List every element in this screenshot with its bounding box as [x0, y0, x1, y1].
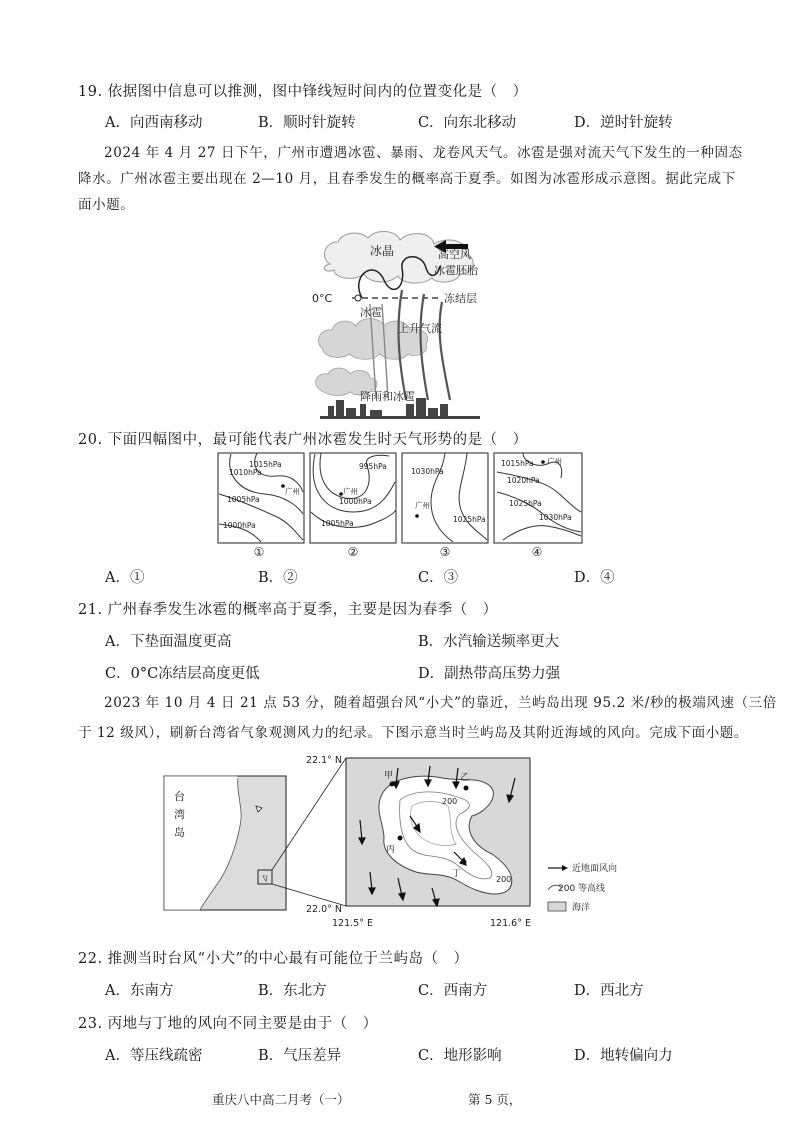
legend: [548, 862, 617, 913]
map4-number: ④: [531, 545, 543, 559]
q21-option-d: D．副热带高压势力强: [418, 666, 561, 682]
contour-label-200-south: 200: [496, 875, 512, 884]
map1-city: 广州: [285, 487, 300, 496]
passage1-line1: 2024 年 4 月 27 日下午，广州市遭遇冰雹、暴雨、龙卷风天气。冰雹是强对流天气下发生的一种固态: [104, 145, 743, 161]
label-jia: 甲: [384, 771, 394, 781]
q20-option-d: D．④: [574, 570, 615, 586]
map1-label-1000: 1000hPa: [223, 521, 256, 530]
hail-formation-figure: [310, 228, 495, 420]
q19-option-b: B．顺时针旋转: [258, 115, 356, 131]
label-ice-crystal: 冰晶: [370, 244, 395, 258]
map2-city: 广州: [343, 487, 358, 496]
taiwan-char-1: 台: [174, 790, 185, 803]
lanyu-wind-figure: [160, 754, 620, 934]
map1-label-1010: 1010hPa: [229, 468, 262, 477]
legend-wind-label: 近地面风向: [572, 864, 618, 874]
taiwan-char-2: 湾: [174, 808, 185, 821]
map3-city: 广州: [415, 501, 430, 510]
label-hail-embryo: 冰雹胚胎: [434, 264, 478, 277]
q22-option-c: C．西南方: [418, 983, 488, 999]
label-hail: 冰雹: [360, 306, 382, 319]
point-bing-marker: [398, 836, 403, 841]
q20-stem: 20. 下面四幅图中，最可能代表广州冰雹发生时天气形势的是（ ）: [78, 432, 528, 448]
q19-option-a: A．向西南移动: [105, 115, 203, 131]
map4-label-1030: 1030hPa: [539, 513, 572, 522]
legend-sea-label: 海洋: [572, 903, 591, 913]
q19-option-d: D．逆时针旋转: [574, 115, 673, 131]
pressure-map-2: [310, 453, 396, 543]
q22-option-d: D．西北方: [574, 983, 644, 999]
label-freezing-layer: 冻结层: [444, 292, 477, 305]
label-yi: 乙: [460, 773, 470, 783]
q22-option-b: B．东北方: [258, 983, 327, 999]
taiwan-char-3: 岛: [174, 826, 185, 839]
pressure-map-3: [402, 453, 488, 543]
point-jia-marker: [390, 782, 395, 787]
q21-option-c: C．0°C冻结层高度更低: [105, 666, 260, 682]
passage2-line2: 于 12 级风），刷新台湾省气象观测风力的纪录。下图示意当时兰屿岛及其附近海域的风向。完成下面小题。: [78, 725, 749, 741]
map4-label-1015: 1015hPa: [501, 459, 534, 468]
label-updraft: 上升气流: [398, 322, 442, 335]
q22-stem: 22. 推测当时台风“小犬”的中心最有可能位于兰屿岛（ ）: [78, 951, 469, 967]
label-rain-and-hail: 降雨和冰雹: [360, 390, 415, 403]
map2-number: ②: [347, 545, 359, 559]
q23-stem: 23. 丙地与丁地的风向不同主要是由于（ ）: [78, 1016, 378, 1032]
q21-option-b: B．水汽输送频率更大: [418, 634, 560, 650]
lon-right-label: 121.6° E: [490, 918, 531, 929]
legend-sea-swatch: [548, 902, 566, 911]
pressure-map-4: [494, 453, 582, 543]
q23-option-d: D．地转偏向力: [574, 1048, 673, 1064]
map1-label-1015: 1015hPa: [249, 460, 282, 469]
q20-option-a: A．①: [105, 570, 145, 586]
hail-particle-icon: [355, 295, 361, 301]
lat-bottom-label: 22.0° N: [306, 904, 343, 915]
q19-option-c: C．向东北移动: [418, 115, 517, 131]
map4-label-1020: 1020hPa: [507, 476, 540, 485]
footer-exam-name: 重庆八中高二月考（一）: [212, 1092, 350, 1107]
q19-stem: 19. 依据图中信息可以推测，图中锋线短时间内的位置变化是（ ）: [78, 84, 528, 100]
pressure-map-1: [218, 453, 304, 543]
label-zero-c: 0°C: [312, 292, 333, 305]
map2-label-1000: 1000hPa: [339, 497, 372, 506]
map4-label-1025: 1025hPa: [509, 499, 542, 508]
q23-option-b: B．气压差异: [258, 1048, 342, 1064]
passage1-line3: 面小题。: [78, 197, 135, 213]
point-ding-marker: [462, 860, 467, 865]
passage1-line2: 降水。广州冰雹主要出现在 2—10 月，且春季发生的概率高于夏季。如图为冰雹形成示意图。据此完成下: [78, 171, 736, 187]
map2-label-995: 995hPa: [359, 462, 387, 471]
legend-contour-label: 200 等高线: [558, 884, 606, 894]
map2-label-1005: 1005hPa: [321, 519, 354, 528]
contour-label-200-north: 200: [442, 797, 458, 806]
label-bing: 丙: [386, 845, 396, 855]
q20-option-b: B．②: [258, 570, 298, 586]
map3-label-1030: 1030hPa: [411, 467, 444, 476]
map3-number: ③: [439, 545, 451, 559]
q23-option-c: C．地形影响: [418, 1048, 502, 1064]
legend-wind-arrow-icon: [562, 865, 568, 871]
map1-number: ①: [253, 545, 265, 559]
q22-option-a: A．东南方: [105, 983, 174, 999]
q23-option-a: A．等压线疏密: [105, 1048, 203, 1064]
point-yi-marker: [464, 786, 469, 791]
map4-city: 广州: [547, 457, 562, 466]
map3-label-1025: 1025hPa: [453, 515, 486, 524]
footer-page-number: 第 5 页，: [468, 1092, 522, 1107]
label-ding: 丁: [452, 869, 462, 879]
q20-option-c: C．③: [418, 570, 459, 586]
q21-stem: 21. 广州春季发生冰雹的概率高于夏季，主要是因为春季（ ）: [78, 602, 498, 618]
lon-left-label: 121.5° E: [332, 918, 373, 929]
q21-option-a: A．下垫面温度更高: [105, 634, 232, 650]
q20-pressure-maps: [217, 452, 585, 560]
lat-top-label: 22.1° N: [306, 755, 343, 766]
map1-label-1005: 1005hPa: [227, 495, 260, 504]
passage2-line1: 2023 年 10 月 4 日 21 点 53 分，随着超强台风“小犬”的靠近，兰屿岛出现 95.2 米/秒的极端风速（三倍: [104, 695, 777, 711]
label-upper-wind: 高空风: [438, 248, 471, 261]
